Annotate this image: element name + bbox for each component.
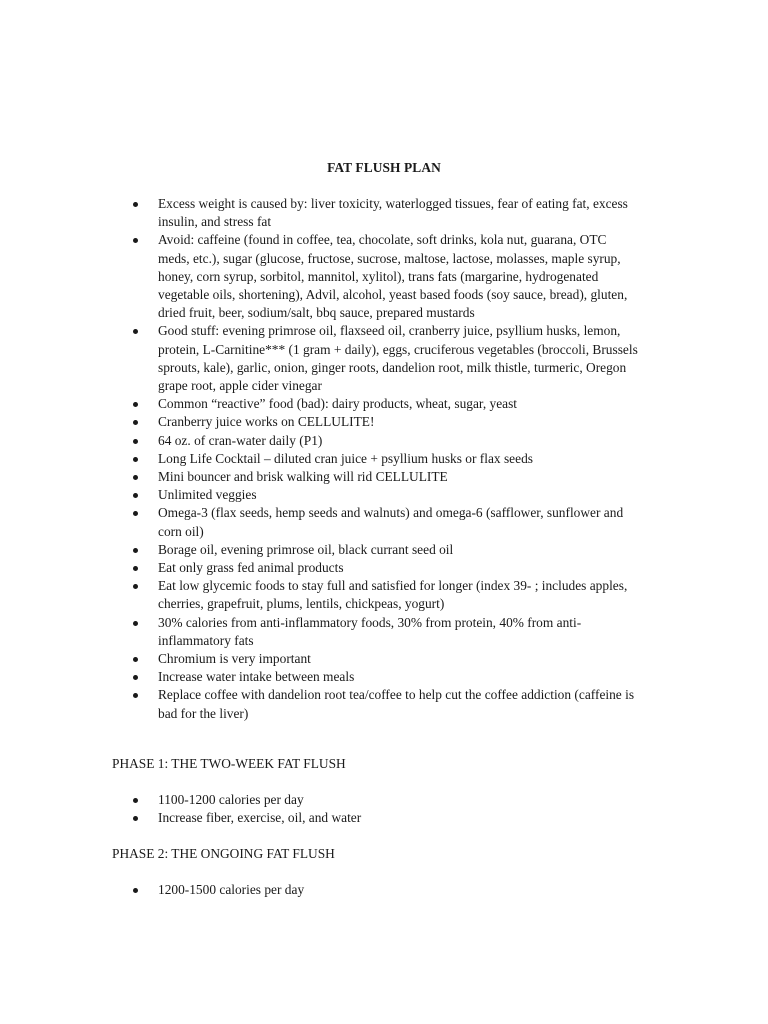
list-item-text: 64 oz. of cran-water daily (P1) <box>158 432 323 448</box>
list-item <box>0 231 638 322</box>
bullet-icon <box>133 457 138 462</box>
list-item <box>0 486 638 504</box>
list-item-text: Mini bouncer and brisk walking will rid CELLULITE <box>158 469 448 485</box>
bullet-icon <box>133 475 138 480</box>
list-item <box>0 413 638 431</box>
list-item-text: Avoid: caffeine (found in coffee, tea, chocolate, soft drinks, kola nut, guarana, OTC meds, etc.), sugar (glucose, fructose, sucrose, maltose, lactose, molasses, maple syrup, honey, corn syrup, sorbitol, mannitol, xylitol), trans fats (margarine, hydrogenated vegetable oils, shortening), Advil, alcohol, yeast based foods (soy sauce, bread), gluten, dried fruit, beer, sodium/salt, bbq sauce, prepared mustards <box>158 232 628 321</box>
list-item-text: Omega-3 (flax seeds, hemp seeds and walnuts) and omega-6 (safflower, sunflower and corn oil) <box>158 505 624 539</box>
document-title: FAT FLUSH PLAN <box>327 160 441 175</box>
list-item <box>0 577 638 613</box>
list-item <box>0 468 638 486</box>
list-item-text: Chromium is very important <box>158 651 311 667</box>
list-item <box>0 541 638 559</box>
list-item-text: 1200-1500 calories per day <box>158 882 305 897</box>
phase-1-bullet-list <box>0 791 638 827</box>
bullet-icon <box>133 621 138 626</box>
list-item <box>0 195 638 231</box>
list-item <box>0 450 638 468</box>
list-item <box>0 504 638 540</box>
list-item <box>0 614 638 650</box>
bullet-icon <box>133 816 138 821</box>
list-item-text: Unlimited veggies <box>158 487 257 503</box>
list-item <box>0 650 638 668</box>
bullet-icon <box>133 202 138 207</box>
main-bullet-list <box>0 195 638 723</box>
list-item-text: Common “reactive” food (bad): dairy products, wheat, sugar, yeast <box>158 396 518 412</box>
bullet-icon <box>133 238 138 243</box>
list-item-text: Cranberry juice works on CELLULITE! <box>158 414 375 430</box>
list-item-text: 1100-1200 calories per day <box>158 792 304 807</box>
bullet-icon <box>133 675 138 680</box>
list-item-text: Eat low glycemic foods to stay full and satisfied for longer (index 39- ; includes apples, cherries, grapefruit, plums, lentils, chickpeas, yogurt) <box>158 578 628 612</box>
list-item <box>0 395 638 413</box>
list-item <box>0 881 638 899</box>
list-item-text: Increase fiber, exercise, oil, and water <box>158 810 362 826</box>
bullet-icon <box>133 566 138 571</box>
list-item-text: Borage oil, evening primrose oil, black currant seed oil <box>158 541 454 557</box>
list-item <box>0 791 638 809</box>
list-item-text: 30% calories from anti-inflammatory foods, 30% from protein, 40% from anti-inflammatory fats <box>158 614 582 648</box>
bullet-icon <box>133 402 138 407</box>
bullet-icon <box>133 798 138 803</box>
list-item-text: Good stuff: evening primrose oil, flaxseed oil, cranberry juice, psyllium husks, lemon, protein, L-Carnitine*** (1 gram + daily), eggs, cruciferous vegetables (broccoli, Brussels sprouts, kale), garlic, onion, ginger roots, dandelion root, milk thistle, turmeric, Oregon grape root, apple cider vinegar <box>158 323 638 394</box>
bullet-icon <box>133 693 138 698</box>
list-item <box>0 809 638 827</box>
bullet-icon <box>133 511 138 516</box>
list-item-text: Long Life Cocktail – diluted cran juice + psyllium husks or flax seeds <box>158 450 533 466</box>
list-item-text: Excess weight is caused by: liver toxicity, waterlogged tissues, fear of eating fat, excess insulin, and stress fat <box>158 196 628 230</box>
bullet-icon <box>133 493 138 498</box>
list-item <box>0 668 638 686</box>
list-item-text: Replace coffee with dandelion root tea/coffee to help cut the coffee addiction (caffeine is bad for the liver) <box>158 687 635 721</box>
list-item <box>0 559 638 577</box>
list-item <box>0 686 638 722</box>
list-item-text: Eat only grass fed animal products <box>158 560 344 576</box>
list-item-text: Increase water intake between meals <box>158 669 355 685</box>
phase-2-bullet-list <box>0 881 638 899</box>
bullet-icon <box>133 657 138 662</box>
bullet-icon <box>133 439 138 444</box>
bullet-icon <box>133 584 138 589</box>
bullet-icon <box>133 329 138 334</box>
bullet-icon <box>133 420 138 425</box>
bullet-icon <box>133 548 138 553</box>
bullet-icon <box>133 888 138 893</box>
list-item <box>0 432 638 450</box>
phase-1-heading: PHASE 1: THE TWO-WEEK FAT FLUSH <box>112 756 346 771</box>
phase-2-heading: PHASE 2: THE ONGOING FAT FLUSH <box>112 846 335 861</box>
list-item <box>0 322 638 395</box>
